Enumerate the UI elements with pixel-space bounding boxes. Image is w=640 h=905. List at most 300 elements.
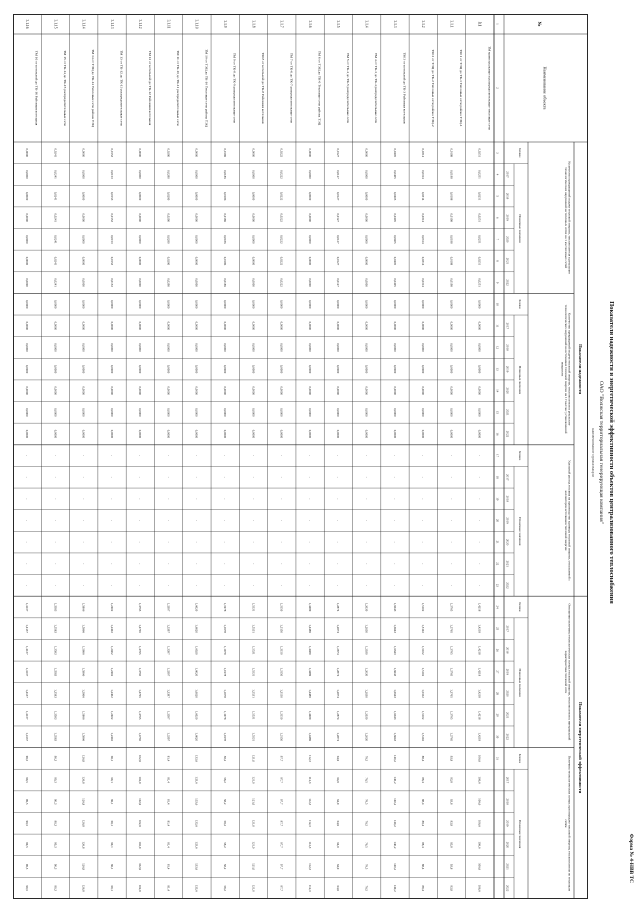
- cell-e2-13-2: 69,1: [109, 798, 114, 805]
- cell-r3-15-1: -: [53, 476, 58, 478]
- cell-e1-13-0: 1,2402: [109, 602, 114, 612]
- cell-r3-16-1: -: [24, 476, 29, 478]
- cell-r3-9-2: -: [223, 498, 228, 500]
- cell-r3-7-1: -: [279, 476, 284, 478]
- cell-r2-14-1: 0,0000: [81, 321, 86, 331]
- cell-e2-16-0: 99,5: [24, 755, 29, 762]
- cell-e1-0-6: 1,4218: [477, 732, 482, 742]
- header-plan-e2: Плановые значения: [518, 819, 522, 849]
- cell-e1-12-5: 1,4765: [138, 710, 143, 720]
- cell-e2-6-2: 112,3: [307, 798, 312, 806]
- col-number-31: 31: [495, 756, 500, 760]
- cell-r3-4-1: -: [364, 476, 369, 478]
- cell-e2-15-4: 90,3: [53, 842, 58, 848]
- cell-r2-7-6: 0,0000: [279, 429, 284, 439]
- cell-r3-7-4: -: [279, 541, 284, 543]
- cell-r2-1-5: 0,0000: [449, 408, 454, 417]
- cell-e1-2-5: 1,5102: [421, 710, 426, 720]
- cell-r2-12-0: 0,0000: [138, 299, 143, 309]
- cell-r3-5-4: -: [336, 541, 341, 543]
- cell-r1-2-2: 0,0314: [421, 191, 426, 201]
- cell-r1-6-1: 0,0000: [307, 170, 312, 179]
- cell-r3-15-5: -: [53, 563, 58, 565]
- header-year-e2-2020: 2020: [505, 841, 510, 849]
- cell-r1-0-6: 0,0251: [477, 278, 482, 287]
- header-year-r3-2021: 2021: [505, 560, 510, 567]
- cell-e1-5-5: 1,2874: [336, 710, 341, 720]
- cell-e1-4-3: 1,2030: [364, 667, 369, 677]
- cell-r1-3-3: 0,0405: [392, 213, 397, 222]
- col-number-6: 6: [495, 216, 500, 219]
- cell-r2-4-2: 0,0000: [364, 343, 369, 352]
- cell-e2-7-2: 97,7: [279, 798, 284, 805]
- cell-r1-8-4: 0,0000: [251, 235, 256, 244]
- cell-e1-9-2: 1,1978: [223, 646, 228, 655]
- col-number-24: 24: [495, 605, 500, 609]
- cell-r2-14-5: 0,0000: [81, 408, 86, 417]
- cell-e2-11-6: 81,4: [166, 885, 171, 891]
- cell-r2-5-2: 0,0000: [336, 343, 341, 352]
- indicators-table: [13, 14, 588, 899]
- cell-e2-13-0: 69,1: [109, 755, 114, 762]
- row-num-2: 3.1.2: [421, 20, 426, 28]
- header-year-e1-2017: 2017: [505, 625, 510, 632]
- row-num-4: 3.1.4: [364, 20, 369, 28]
- cell-r3-12-1: -: [138, 476, 143, 478]
- cell-r1-14-5: 0,0000: [81, 256, 86, 266]
- cell-e1-12-2: 1,4765: [138, 646, 143, 655]
- col-number-3: 3: [495, 152, 500, 154]
- cell-r2-11-4: 0,0000: [166, 386, 171, 395]
- header-year-e2-2022: 2022: [505, 884, 510, 892]
- cell-e1-5-2: 1,2874: [336, 646, 341, 655]
- cell-r1-8-0: 0,0000: [251, 148, 256, 158]
- cell-r3-0-5: -: [477, 563, 482, 565]
- col-number-4: 4: [495, 173, 500, 176]
- cell-r1-4-6: 0,0000: [364, 278, 369, 287]
- header-year-r3-2022: 2022: [505, 582, 510, 589]
- cell-e2-14-5: 126,8: [81, 863, 86, 871]
- cell-r2-13-2: 0,0000: [109, 343, 114, 352]
- cell-e2-0-6: 106,6: [477, 884, 482, 892]
- cell-e1-5-3: 1,2874: [336, 667, 341, 677]
- cell-r1-5-0: 0,0127: [336, 148, 341, 158]
- cell-r1-14-4: 0,0000: [81, 235, 86, 244]
- cell-r1-4-4: 0,0000: [364, 235, 369, 244]
- cell-r1-2-1: 0,0314: [421, 170, 426, 179]
- cell-r1-6-0: 0,0000: [307, 148, 312, 158]
- header-year-r2-2020: 2020: [505, 387, 510, 394]
- cell-r3-13-0: -: [109, 455, 114, 457]
- cell-e1-14-3: 1,5866: [81, 667, 86, 677]
- cell-r1-1-1: 0,0198: [449, 170, 454, 179]
- cell-r3-15-4: -: [53, 541, 58, 543]
- cell-r3-13-2: -: [109, 498, 114, 500]
- cell-e2-7-6: 97,7: [279, 885, 284, 891]
- cell-r2-10-1: 0,0000: [194, 321, 199, 331]
- cell-e1-2-3: 1,5102: [421, 667, 426, 677]
- cell-e1-2-4: 1,5102: [421, 689, 426, 698]
- cell-r3-3-1: -: [392, 476, 397, 478]
- cell-e2-2-5: 88,4: [421, 863, 426, 870]
- cell-r1-9-1: 0,0186: [223, 170, 228, 179]
- header-year-r2-2019: 2019: [505, 365, 510, 373]
- header-plan-r3: Плановые значения: [518, 517, 522, 546]
- cell-e1-8-6: 1,5531: [251, 732, 256, 742]
- cell-e2-3-1: 140,2: [392, 776, 397, 784]
- cell-e1-12-6: 1,4765: [138, 732, 143, 742]
- cell-e2-4-6: 76,5: [364, 885, 369, 891]
- col-number-7: 7: [495, 238, 500, 241]
- cell-e1-8-5: 1,5531: [251, 710, 256, 720]
- cell-r1-4-2: 0,0000: [364, 191, 369, 201]
- cell-r1-9-4: 0,0186: [223, 235, 228, 244]
- cell-e2-1-5: 93,8: [449, 863, 454, 870]
- cell-r3-9-0: -: [223, 455, 228, 457]
- cell-e2-15-1: 90,3: [53, 777, 58, 783]
- col-number-20: 20: [495, 519, 500, 522]
- cell-e1-2-1: 1,5102: [421, 624, 426, 633]
- cell-e1-0-4: 1,4218: [477, 689, 482, 698]
- cell-e2-14-1: 126,8: [81, 776, 86, 784]
- cell-e2-8-6: 121,0: [251, 884, 256, 892]
- cell-r3-1-5: -: [449, 563, 454, 565]
- cell-e2-12-4: 102,9: [138, 841, 143, 849]
- cell-e1-6-2: 1,4489: [307, 646, 312, 655]
- cell-r2-11-3: 0,0000: [166, 364, 171, 374]
- cell-r1-11-5: 0,0290: [166, 256, 171, 266]
- cell-r2-13-4: 0,0000: [109, 386, 114, 395]
- cell-r2-16-3: 0,0000: [24, 364, 29, 374]
- header-base-e2: Базовое: [518, 753, 521, 764]
- cell-e2-3-6: 140,2: [392, 884, 397, 892]
- row-num-0: 3.1: [477, 21, 482, 27]
- cell-e1-4-1: 1,2030: [364, 624, 369, 633]
- cell-r1-6-5: 0,0000: [307, 256, 312, 266]
- cell-r1-10-6: 0,0000: [194, 278, 199, 287]
- cell-r2-16-2: 0,0000: [24, 343, 29, 352]
- cell-e1-12-3: 1,4765: [138, 667, 143, 677]
- row-name-5: ТМ 5 от ТК-4 до ТК-5 распределительные сети: [345, 52, 350, 124]
- row-name-4: ТМ 4 от ТК-3 до ТК-4 распределительные сети: [374, 52, 379, 124]
- cell-e1-10-5: 1,6020: [194, 710, 199, 720]
- cell-e2-2-3: 88,4: [421, 820, 426, 827]
- cell-r3-8-1: -: [251, 476, 256, 478]
- cell-r2-6-5: 0,0000: [307, 408, 312, 417]
- cell-e2-8-5: 121,0: [251, 863, 256, 871]
- cell-e2-2-2: 88,4: [421, 798, 426, 805]
- cell-r3-1-2: -: [449, 498, 454, 500]
- cell-r2-9-6: 0,0000: [223, 429, 228, 439]
- col-number-25: 25: [495, 627, 500, 631]
- cell-r1-9-0: 0,0186: [223, 148, 228, 158]
- header-year-e2-2018: 2018: [505, 798, 510, 805]
- cell-r1-14-2: 0,0000: [81, 191, 86, 201]
- header-r2: Количество прекращений подачи тепловой энергии, теплоносителя в результатетехнологических нарушений на источниках тепловой энергии на 1 Гкал/час установленноймощности: [560, 304, 572, 434]
- cell-r3-11-4: -: [166, 541, 171, 543]
- row-name-15: ТМ 15 от ТК-14 до ТК-15 распределительные сети: [62, 50, 67, 126]
- cell-r1-1-5: 0,0198: [449, 256, 454, 266]
- cell-e2-16-1: 99,5: [24, 777, 29, 783]
- cell-r3-11-3: -: [166, 519, 171, 522]
- cell-r2-8-5: 0,0000: [251, 408, 256, 417]
- cell-r1-8-5: 0,0000: [251, 256, 256, 266]
- cell-r1-2-3: 0,0314: [421, 213, 426, 222]
- cell-r2-8-0: 0,0000: [251, 299, 256, 309]
- header-e2: Величина технологических потерь при передаче тепловой энергии, теплоносителя по тепловымсетям: [564, 755, 572, 891]
- cell-r1-15-5: 0,0241: [53, 256, 58, 266]
- header-year-e1-2019: 2019: [505, 668, 510, 676]
- cell-r3-10-4: -: [194, 541, 199, 543]
- cell-r3-13-1: -: [109, 476, 114, 478]
- cell-r1-3-5: 0,0405: [392, 256, 397, 266]
- cell-r2-0-0: 0,0000: [477, 299, 482, 309]
- cell-r1-1-4: 0,0198: [449, 235, 454, 244]
- cell-r1-8-1: 0,0000: [251, 170, 256, 179]
- cell-r3-9-6: -: [223, 584, 228, 586]
- cell-r1-11-6: 0,0290: [166, 278, 171, 287]
- header-num: №: [536, 21, 541, 27]
- cell-e2-1-1: 93,8: [449, 777, 454, 783]
- cell-r1-1-3: 0,0198: [449, 213, 454, 222]
- cell-e1-4-0: 1,2030: [364, 602, 369, 612]
- cell-e2-10-3: 133,6: [194, 819, 199, 827]
- cell-e1-8-4: 1,5531: [251, 689, 256, 698]
- cell-e2-8-1: 121,0: [251, 776, 256, 784]
- cell-e1-10-6: 1,6020: [194, 732, 199, 742]
- cell-r1-8-3: 0,0000: [251, 213, 256, 222]
- cell-r3-0-3: -: [477, 519, 482, 522]
- header-energy-eff: Показатели энергетической эффективности: [578, 701, 583, 794]
- cell-r1-0-3: 0,0251: [477, 213, 482, 222]
- cell-e1-6-6: 1,4489: [307, 732, 312, 742]
- cell-r3-7-6: -: [279, 584, 284, 586]
- cell-r2-9-3: 0,0000: [223, 364, 228, 374]
- cell-r2-3-0: 0,0000: [392, 299, 397, 309]
- cell-e1-2-2: 1,5102: [421, 646, 426, 655]
- cell-r2-13-6: 0,0000: [109, 429, 114, 439]
- col-number-29: 29: [495, 713, 500, 717]
- cell-e2-7-1: 97,7: [279, 777, 284, 783]
- cell-r2-1-0: 0,0000: [449, 299, 454, 309]
- cell-e2-7-0: 97,7: [279, 755, 284, 762]
- cell-e2-0-5: 106,6: [477, 863, 482, 871]
- cell-e2-8-2: 121,0: [251, 798, 256, 806]
- cell-e1-15-3: 1,3583: [53, 667, 58, 677]
- cell-e1-9-0: 1,1978: [223, 602, 228, 612]
- cell-e2-8-3: 121,0: [251, 819, 256, 827]
- header-year-r1-2020: 2020: [505, 236, 510, 243]
- row-name-11: ТМ 11 от ТК-10 до ТК-11 распределительные сети: [176, 50, 181, 126]
- cell-r1-9-2: 0,0186: [223, 191, 228, 201]
- cell-r1-2-4: 0,0314: [421, 235, 426, 244]
- cell-e2-3-3: 140,2: [392, 819, 397, 827]
- cell-e2-2-1: 88,4: [421, 777, 426, 783]
- cell-r2-5-6: 0,0000: [336, 429, 341, 439]
- cell-r3-2-6: -: [421, 584, 426, 586]
- col-number-16: 16: [495, 432, 500, 436]
- cell-r1-6-2: 0,0000: [307, 191, 312, 201]
- cell-r3-2-4: -: [421, 541, 426, 543]
- cell-r3-3-0: -: [392, 455, 397, 457]
- cell-e1-1-3: 1,3765: [449, 667, 454, 677]
- cell-r1-10-2: 0,0000: [194, 191, 199, 201]
- cell-e2-10-6: 133,6: [194, 884, 199, 892]
- cell-r1-13-0: 0,0153: [109, 148, 114, 158]
- cell-e1-10-4: 1,6020: [194, 689, 199, 698]
- cell-r3-6-0: -: [307, 455, 312, 457]
- cell-r2-15-0: 0,0000: [53, 299, 58, 309]
- cell-r1-6-4: 0,0000: [307, 235, 312, 244]
- cell-r2-7-1: 0,0000: [279, 321, 284, 331]
- cell-r1-7-5: 0,0222: [279, 256, 284, 266]
- cell-e1-4-4: 1,2030: [364, 689, 369, 698]
- cell-r3-14-5: -: [81, 563, 86, 565]
- cell-r2-15-2: 0,0000: [53, 343, 58, 352]
- cell-r2-6-4: 0,0000: [307, 386, 312, 395]
- cell-e1-12-1: 1,4765: [138, 624, 143, 633]
- cell-r2-4-1: 0,0000: [364, 321, 369, 331]
- cell-e1-10-1: 1,6020: [194, 624, 199, 633]
- cell-r2-7-5: 0,0000: [279, 408, 284, 417]
- cell-e2-6-1: 112,3: [307, 776, 312, 784]
- cell-e1-16-6: 1,4137: [24, 732, 29, 742]
- cell-r1-11-2: 0,0290: [166, 191, 171, 201]
- cell-r2-12-6: 0,0000: [138, 429, 143, 439]
- header-year-r3-2018: 2018: [505, 495, 510, 503]
- cell-r2-14-4: 0,0000: [81, 386, 86, 395]
- cell-r1-6-6: 0,0000: [307, 278, 312, 287]
- cell-e1-15-1: 1,3583: [53, 624, 58, 633]
- cell-r2-2-5: 0,0000: [421, 408, 426, 417]
- header-year-r2-2022: 2022: [505, 430, 510, 438]
- cell-r2-13-5: 0,0000: [109, 408, 114, 417]
- organization-name: ОАО "Волжская территориальная генерирующая компания": [598, 380, 604, 525]
- cell-e2-7-5: 97,7: [279, 863, 284, 870]
- cell-r3-10-0: -: [194, 455, 199, 457]
- col-number-17: 17: [495, 454, 500, 458]
- cell-r3-14-2: -: [81, 498, 86, 500]
- cell-r2-1-1: 0,0000: [449, 321, 454, 331]
- cell-r1-9-5: 0,0186: [223, 256, 228, 266]
- cell-r3-2-0: -: [421, 455, 426, 457]
- cell-r2-14-6: 0,0000: [81, 429, 86, 439]
- cell-r2-1-4: 0,0000: [449, 386, 454, 395]
- cell-r3-6-1: -: [307, 476, 312, 478]
- cell-r2-3-5: 0,0000: [392, 408, 397, 417]
- cell-r3-3-2: -: [392, 498, 397, 500]
- cell-r3-15-6: -: [53, 584, 58, 586]
- cell-r1-2-5: 0,0314: [421, 256, 426, 266]
- cell-r2-0-2: 0,0000: [477, 343, 482, 352]
- cell-r1-1-6: 0,0198: [449, 278, 454, 287]
- cell-r3-5-3: -: [336, 519, 341, 522]
- header-plan-e1: Плановые значения: [518, 668, 522, 697]
- cell-r1-10-3: 0,0000: [194, 213, 199, 222]
- cell-r3-10-1: -: [194, 476, 199, 478]
- cell-r3-4-4: -: [364, 541, 369, 543]
- cell-r3-16-0: -: [24, 455, 29, 457]
- cell-r3-8-4: -: [251, 541, 256, 543]
- header-year-r1-2018: 2018: [505, 192, 510, 200]
- cell-r1-0-1: 0,0251: [477, 170, 482, 179]
- cell-r2-11-0: 0,0000: [166, 299, 171, 309]
- cell-r3-14-6: -: [81, 584, 86, 586]
- cell-r1-3-0: 0,0405: [392, 148, 397, 158]
- cell-e1-15-4: 1,3583: [53, 689, 58, 698]
- cell-r3-2-3: -: [421, 519, 426, 522]
- col-number-14: 14: [495, 389, 500, 393]
- header-plan-r2: Плановые значения: [518, 365, 522, 395]
- cell-r3-11-5: -: [166, 563, 171, 565]
- cell-e1-13-3: 1,2402: [109, 667, 114, 677]
- cell-r3-8-0: -: [251, 455, 256, 457]
- cell-e1-3-1: 1,6643: [392, 624, 397, 633]
- cell-e1-10-2: 1,6020: [194, 646, 199, 655]
- cell-e1-14-5: 1,5866: [81, 710, 86, 720]
- cell-r3-5-0: -: [336, 455, 341, 457]
- row-num-16: 3.1.16: [24, 19, 29, 29]
- cell-r1-0-2: 0,0251: [477, 191, 482, 201]
- col-number-13: 13: [495, 367, 500, 371]
- cell-e1-9-4: 1,1978: [223, 689, 228, 698]
- cell-e1-9-6: 1,1978: [223, 732, 228, 742]
- cell-e2-5-6: 64,9: [336, 885, 341, 891]
- cell-r1-16-2: 0,0000: [24, 191, 29, 201]
- cell-e2-6-0: 112,3: [307, 754, 312, 762]
- cell-r2-1-2: 0,0000: [449, 343, 454, 352]
- cell-e1-11-1: 1,3397: [166, 624, 171, 633]
- cell-r1-7-3: 0,0222: [279, 213, 284, 222]
- cell-r3-11-2: -: [166, 498, 171, 500]
- cell-r3-3-4: -: [392, 541, 397, 543]
- cell-e2-15-6: 90,3: [53, 885, 58, 891]
- cell-r2-16-6: 0,0000: [24, 429, 29, 439]
- cell-r2-16-5: 0,0000: [24, 408, 29, 417]
- cell-e2-9-4: 58,2: [223, 842, 228, 848]
- cell-r3-4-2: -: [364, 498, 369, 500]
- cell-r3-12-5: -: [138, 563, 143, 565]
- cell-e2-6-4: 112,3: [307, 841, 312, 849]
- cell-e1-6-3: 1,4489: [307, 667, 312, 677]
- cell-r2-13-0: 0,0000: [109, 299, 114, 309]
- cell-r1-12-4: 0,0000: [138, 235, 143, 244]
- row-name-2: ТМ 2 от ТЭЦ до ТК-2 Тепловые сети района ТЭЦ-2: [430, 49, 435, 127]
- header-year-r3-2019: 2019: [505, 517, 510, 524]
- cell-r2-7-2: 0,0000: [279, 343, 284, 352]
- cell-e1-6-4: 1,4489: [307, 689, 312, 698]
- cell-e1-7-1: 1,3150: [279, 624, 284, 633]
- cell-e1-7-2: 1,3150: [279, 646, 284, 655]
- cell-r1-12-0: 0,0000: [138, 148, 143, 158]
- cell-e1-16-3: 1,4137: [24, 667, 29, 677]
- cell-r2-15-3: 0,0000: [53, 364, 58, 374]
- col-number-19: 19: [495, 497, 500, 501]
- cell-e1-3-2: 1,6643: [392, 646, 397, 655]
- cell-r2-4-6: 0,0000: [364, 429, 369, 439]
- cell-e2-11-4: 81,4: [166, 842, 171, 848]
- cell-r1-16-6: 0,0000: [24, 278, 29, 287]
- cell-r3-7-2: -: [279, 498, 284, 500]
- cell-r2-16-4: 0,0000: [24, 386, 29, 395]
- cell-r2-12-3: 0,0000: [138, 364, 143, 374]
- header-r1: Количество прекращений подачи тепловой энергии, теплоносителя в результатетехнологических нарушений на тепловых сетях на 1 км тепловых сетей: [564, 161, 572, 275]
- cell-e1-11-4: 1,3397: [166, 689, 171, 698]
- col-number-18: 18: [495, 475, 500, 479]
- organization-caption: наименование организации: [591, 428, 596, 477]
- cell-r1-9-3: 0,0186: [223, 213, 228, 222]
- cell-r3-2-1: -: [421, 476, 426, 478]
